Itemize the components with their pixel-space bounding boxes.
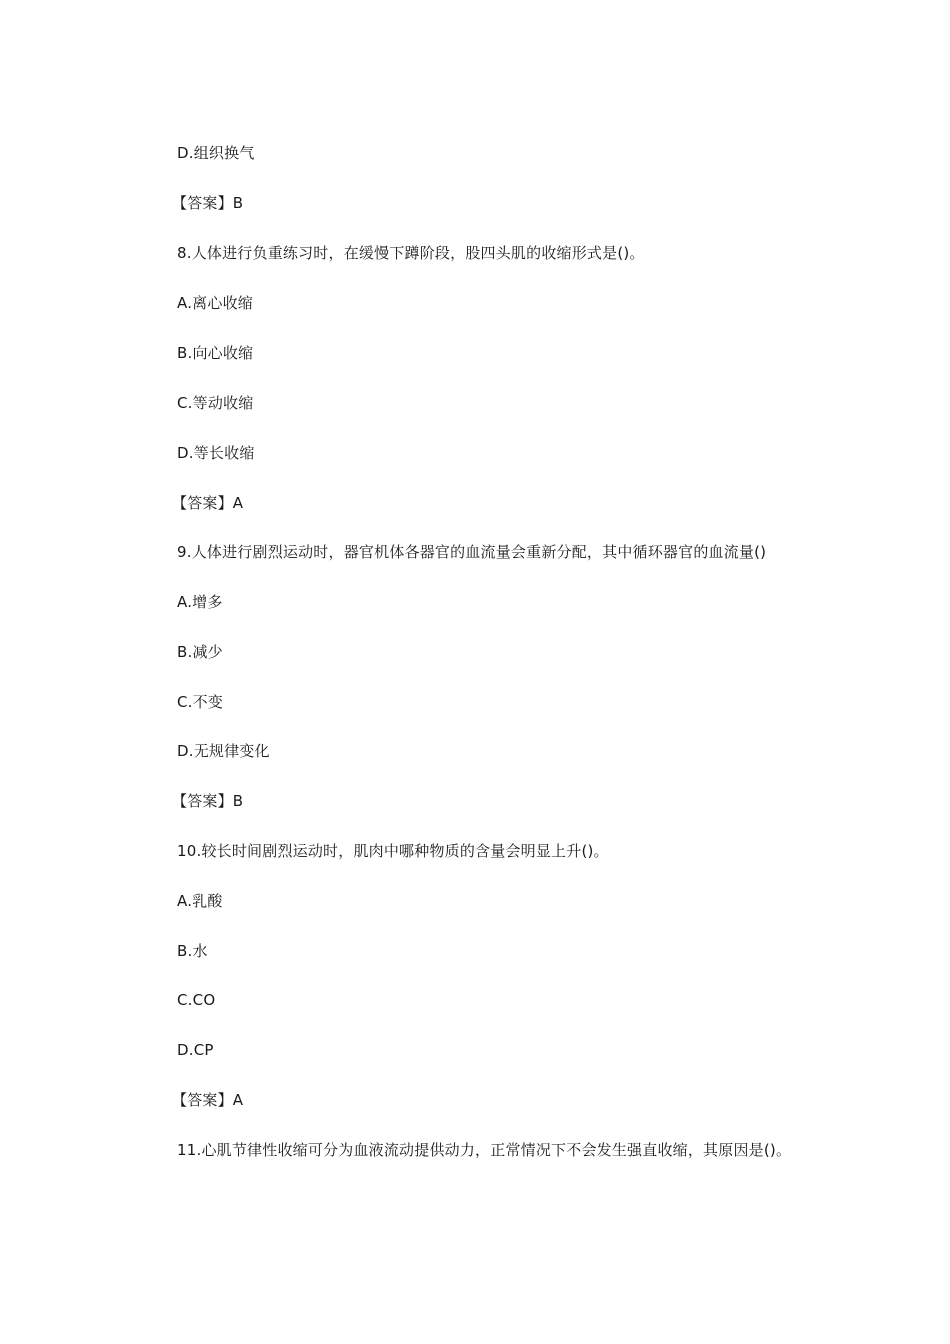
q10-option-d: D.CP — [177, 1041, 214, 1059]
q9-option-c: C.不变 — [177, 693, 224, 711]
q7-option-d: D.组织换气 — [177, 144, 255, 162]
q9-option-d: D.无规律变化 — [177, 742, 270, 760]
q7-answer: 【答案】B — [172, 194, 244, 212]
q8-option-a: A.离心收缩 — [177, 294, 253, 312]
q8-option-d: D.等长收缩 — [177, 444, 255, 462]
q8-option-b: B.向心收缩 — [177, 344, 254, 362]
q10-option-b: B.水 — [177, 942, 208, 960]
q9-option-a: A.增多 — [177, 593, 223, 611]
q9-question: 9.人体进行剧烈运动时，器官机体各器官的血流量会重新分配，其中循环器官的血流量() — [177, 543, 767, 561]
q10-option-a: A.乳酸 — [177, 892, 223, 910]
q10-answer: 【答案】A — [172, 1091, 244, 1109]
q8-option-c: C.等动收缩 — [177, 394, 254, 412]
q10-question: 10.较长时间剧烈运动时，肌肉中哪种物质的含量会明显上升()。 — [177, 842, 609, 860]
q11-question: 11.心肌节律性收缩可分为血液流动提供动力，正常情况下不会发生强直收缩，其原因是()。 — [177, 1141, 792, 1159]
q9-answer: 【答案】B — [172, 792, 244, 810]
q10-option-c: C.CO — [177, 991, 216, 1009]
q8-answer: 【答案】A — [172, 494, 244, 512]
q8-question: 8.人体进行负重练习时，在缓慢下蹲阶段，股四头肌的收缩形式是()。 — [177, 244, 645, 262]
q9-option-b: B.减少 — [177, 643, 223, 661]
